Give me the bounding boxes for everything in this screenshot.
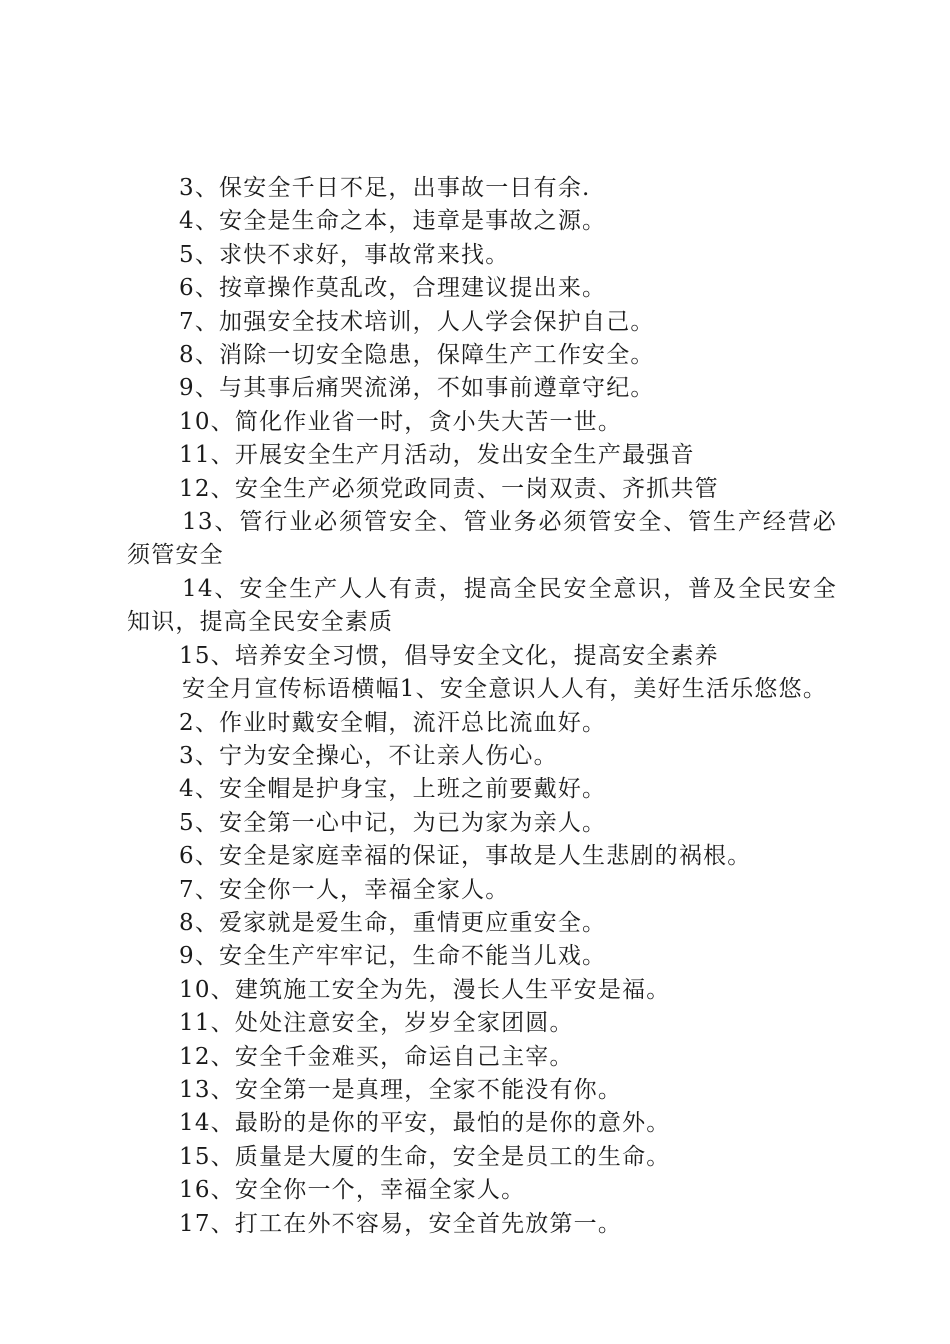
paragraph-5: 7、加强安全技术培训，人人学会保护自己。: [179, 308, 655, 335]
paragraph-17: 4、安全帽是护身宝，上班之前要戴好。: [179, 776, 607, 803]
paragraph-29: 16、安全你一个，幸福全家人。: [179, 1177, 526, 1204]
paragraph-12: 14、安全生产人人有责，提高全民安全意识，普及全民安全知识，提高全民安全素质: [127, 575, 837, 636]
paragraph-18: 5、安全第一心中记，为已为家为亲人。: [179, 809, 607, 836]
paragraph-28: 15、质量是大厦的生命，安全是员工的生命。: [179, 1143, 671, 1170]
paragraph-14: 安全月宣传标语横幅1、安全意识人人有，美好生活乐悠悠。: [182, 676, 828, 703]
paragraph-1: 3、保安全千日不足，出事故一日有余.: [179, 175, 591, 201]
paragraph-6: 8、消除一切安全隐患，保障生产工作安全。: [179, 342, 655, 369]
paragraph-22: 9、安全生产牢牢记，生命不能当儿戏。: [179, 943, 607, 970]
paragraph-26: 13、安全第一是真理，全家不能没有你。: [179, 1076, 623, 1103]
paragraph-16: 3、宁为安全操心，不让亲人伤心。: [179, 742, 558, 769]
paragraph-15: 2、作业时戴安全帽，流汗总比流血好。: [179, 709, 607, 736]
paragraph-3: 5、求快不求好，事故常来找。: [179, 241, 510, 268]
paragraph-21: 8、爱家就是爱生命，重情更应重安全。: [179, 909, 607, 936]
paragraph-20: 7、安全你一人，幸福全家人。: [179, 876, 510, 903]
paragraph-27: 14、最盼的是你的平安，最怕的是你的意外。: [179, 1110, 671, 1137]
paragraph-11: 13、管行业必须管安全、管业务必须管安全、管生产经营必须管安全: [127, 509, 837, 569]
paragraph-2: 4、安全是生命之本，违章是事故之源。: [179, 208, 607, 235]
paragraph-24: 11、处处注意安全，岁岁全家团圆。: [179, 1010, 574, 1037]
paragraph-25: 12、安全千金难买，命运自己主宰。: [179, 1043, 574, 1070]
paragraph-8: 10、简化作业省一时，贪小失大苦一世。: [179, 408, 623, 435]
paragraph-10: 12、安全生产必须党政同责、一岗双责、齐抓共管: [179, 475, 719, 502]
paragraph-4: 6、按章操作莫乱改，合理建议提出来。: [179, 275, 607, 302]
paragraph-13: 15、培养安全习惯，倡导安全文化，提高安全素养: [179, 642, 719, 669]
paragraph-7: 9、与其事后痛哭流涕，不如事前遵章守纪。: [179, 375, 655, 402]
paragraph-19: 6、安全是家庭幸福的保证，事故是人生悲剧的祸根。: [179, 843, 752, 870]
document-body: [127, 172, 837, 1241]
paragraph-23: 10、建筑施工安全为先，漫长人生平安是福。: [179, 976, 671, 1003]
paragraph-30: 17、打工在外不容易，安全首先放第一。: [179, 1210, 623, 1237]
paragraph-9: 11、开展安全生产月活动，发出安全生产最强音: [179, 442, 695, 469]
